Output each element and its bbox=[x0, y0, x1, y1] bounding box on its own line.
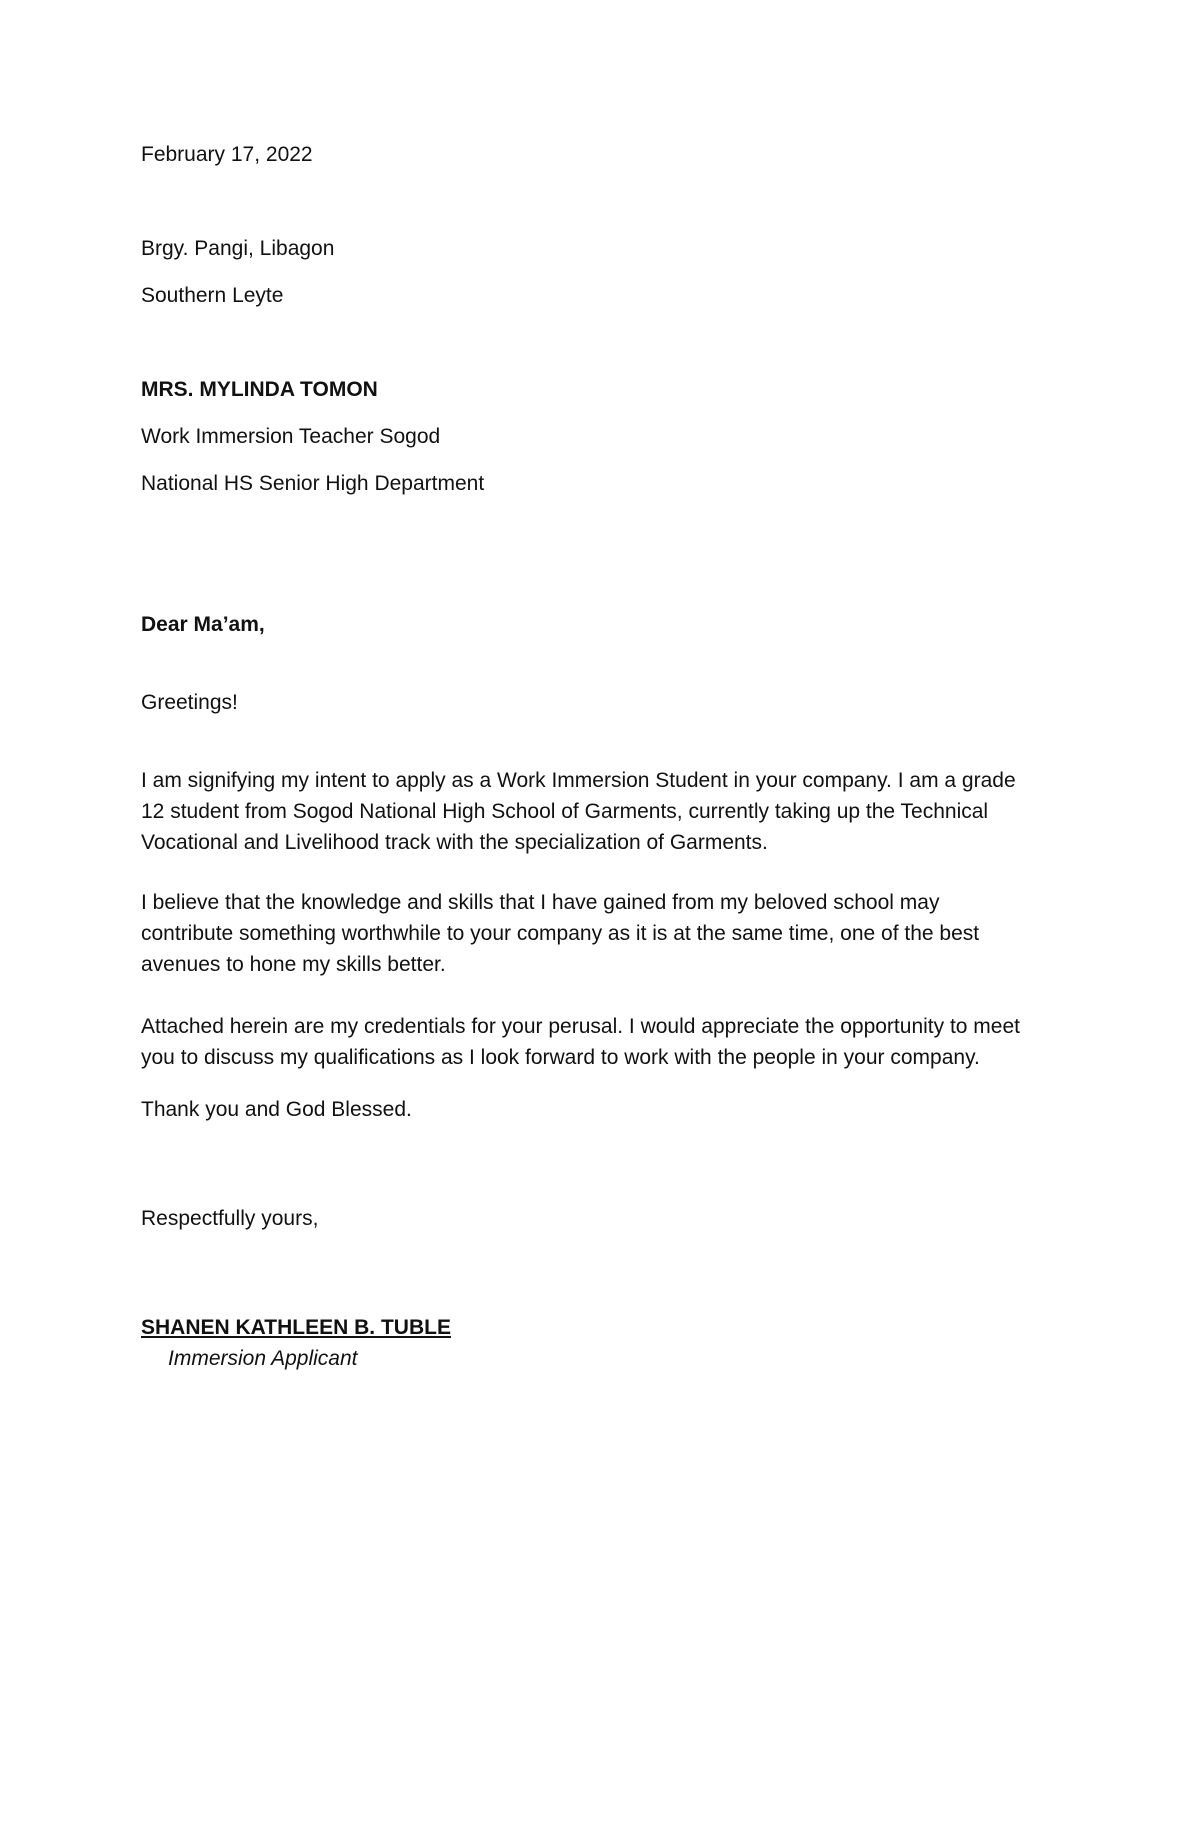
paragraph-line: contribute something worthwhile to your company as it is at the same time, one of the best bbox=[141, 922, 980, 945]
recipient-name: MRS. MYLINDA TOMON bbox=[141, 378, 378, 401]
body-paragraph-1 bbox=[141, 765, 1081, 858]
letter-date: February 17, 2022 bbox=[141, 143, 313, 166]
body-paragraph-2 bbox=[141, 887, 1081, 980]
paragraph-line: I am signifying my intent to apply as a Work Immersion Student in your company. I am a grade bbox=[141, 769, 1016, 792]
recipient-title-line-2: National HS Senior High Department bbox=[141, 472, 485, 495]
paragraph-line: Vocational and Livelihood track with the specialization of Garments. bbox=[141, 831, 768, 854]
sender-address-line-2: Southern Leyte bbox=[141, 284, 284, 307]
body-paragraph-3 bbox=[141, 1011, 1081, 1073]
signature-title: Immersion Applicant bbox=[168, 1347, 358, 1370]
paragraph-line: Attached herein are my credentials for your perusal. I would appreciate the opportunity to meet bbox=[141, 1015, 1020, 1038]
closing: Respectfully yours, bbox=[141, 1207, 319, 1230]
sender-address-line-1: Brgy. Pangi, Libagon bbox=[141, 237, 335, 260]
recipient-title-line-1: Work Immersion Teacher Sogod bbox=[141, 425, 441, 448]
thank-you-line: Thank you and God Blessed. bbox=[141, 1098, 412, 1121]
greeting: Greetings! bbox=[141, 691, 238, 714]
paragraph-line: I believe that the knowledge and skills that I have gained from my beloved school may bbox=[141, 891, 940, 914]
paragraph-line: you to discuss my qualifications as I look forward to work with the people in your company. bbox=[141, 1046, 980, 1069]
paragraph-line: avenues to hone my skills better. bbox=[141, 953, 446, 976]
paragraph-line: 12 student from Sogod National High School of Garments, currently taking up the Technical bbox=[141, 800, 989, 823]
signature-name: SHANEN KATHLEEN B. TUBLE bbox=[141, 1316, 451, 1339]
salutation: Dear Ma’am, bbox=[141, 613, 265, 636]
